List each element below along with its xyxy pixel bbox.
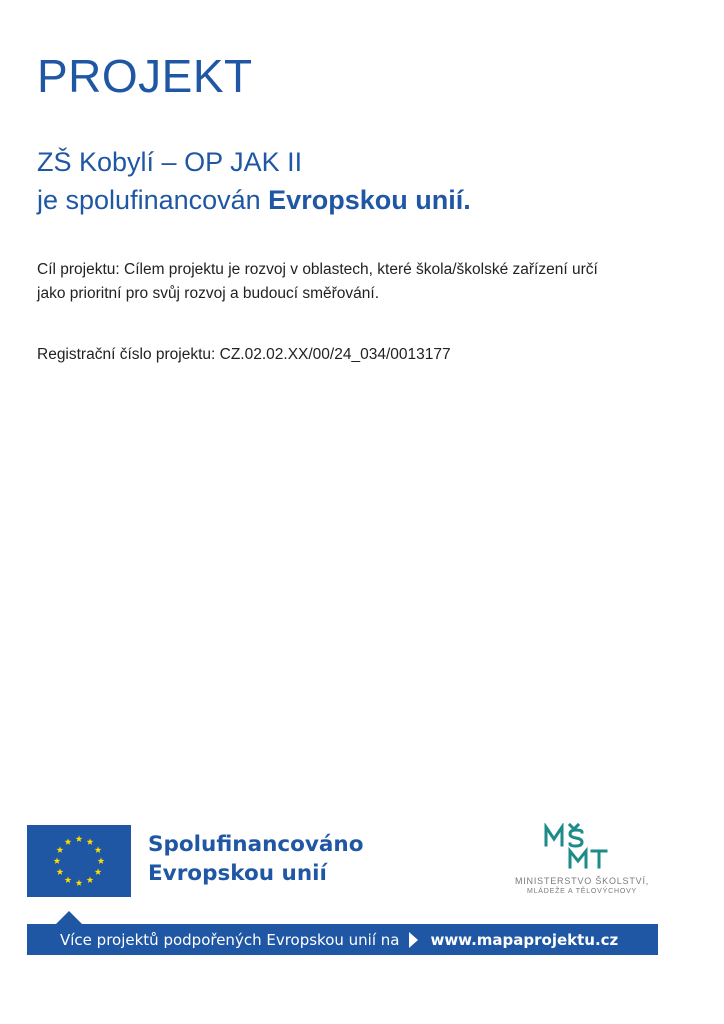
banner-notch [56, 911, 82, 924]
project-goal [37, 258, 677, 306]
eu-flag-icon [27, 825, 131, 897]
registration-number: Registrační číslo projektu: CZ.02.02.XX/00/24_034/0013177 [37, 346, 451, 363]
msmt-logo-icon [540, 823, 624, 873]
banner-text: Více projektů podpořených Evropskou unií na [60, 930, 400, 949]
mapaprojektu-link[interactable]: www.mapaprojektu.cz [430, 930, 619, 949]
project-goal-line2: jako prioritní pro svůj rozvoj a budoucí směřování. [37, 285, 380, 302]
mapaprojektu-banner[interactable] [27, 924, 658, 955]
eu-cofunded-line2: Evropskou unií [148, 861, 327, 886]
cofinancing-statement [37, 181, 471, 219]
page-title: PROJEKT [37, 50, 253, 102]
arrow-right-icon [409, 932, 418, 948]
eu-cofunded-line1: Spolufinancováno [148, 832, 364, 857]
eu-cofunded-label [148, 830, 364, 888]
cofinancing-eu: Evropskou unií. [268, 185, 471, 215]
project-goal-line1: Cíl projektu: Cílem projektu je rozvoj v oblastech, které škola/školské zařízení určí [37, 261, 598, 278]
project-name: ZŠ Kobylí – OP JAK II [37, 147, 303, 177]
cofinancing-prefix: je spolufinancován [37, 185, 269, 215]
msmt-name-line2: MLÁDEŽE A TĚLOVÝCHOVY [526, 888, 638, 895]
msmt-name-line1: MINISTERSTVO ŠKOLSTVÍ, [514, 876, 650, 886]
project-subtitle [37, 143, 471, 219]
